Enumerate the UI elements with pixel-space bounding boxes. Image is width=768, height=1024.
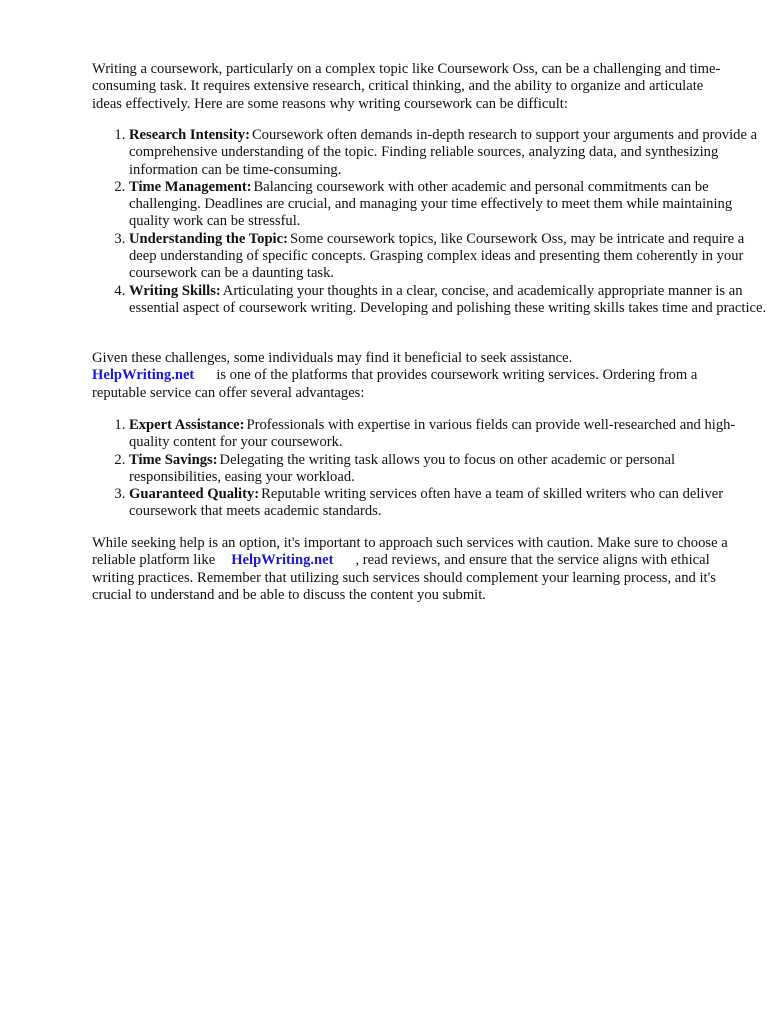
difficulties-list (92, 127, 768, 317)
list-item-term: Understanding the Topic: (129, 230, 288, 247)
closing-text-after: , read reviews, and ensure that the service aligns with ethical writing practices. Remember that utilizing such services should complement your learning process, and it's crucial to understand and be able to discuss the content you submit. (92, 552, 716, 603)
list-item-term: Guaranteed Quality: (129, 486, 260, 503)
list-item (129, 231, 768, 283)
list-item (129, 417, 768, 452)
list-item-term: Expert Assistance: (129, 417, 245, 433)
closing-text-before: While seeking help is an option, it's important to approach such services with caution. Make sure to choose a reliable platform like (92, 535, 728, 569)
list-item-term: Writing Skills: (129, 282, 221, 299)
list-item (129, 452, 768, 487)
list-item-text: Coursework often demands in-depth research to support your arguments and provide a comprehensive understanding of the topic. Finding reliable sources, analyzing data, and synthesizing information can be time-consuming. (129, 127, 758, 178)
list-item-term: Time Savings: (129, 451, 218, 468)
list-item-text: Articulating your thoughts in a clear, concise, and academically appropriate manner is an essential aspect of coursework writing. Developing and polishing these writing skills takes time and practice. (129, 282, 767, 316)
list-item (129, 283, 768, 318)
assistance-text-before: Given these challenges, some individuals may find it beneficial to seek assistance. (92, 350, 573, 366)
list-item-text: Professionals with expertise in various fields can provide well-researched and high-quality content for your coursework. (129, 417, 736, 451)
advantages-list (92, 417, 768, 521)
assistance-text-after: is one of the platforms that provides coursework writing services. Ordering from a reputable service can offer several advantages: (92, 367, 698, 401)
list-item-text: Balancing coursework with other academic and personal commitments can be challenging. Deadlines are crucial, and managing your time effectively to meet them while maintaining quality work can be stressful. (129, 178, 733, 230)
helpwriting-link[interactable]: HelpWriting.net (231, 552, 334, 569)
list-item (129, 486, 768, 521)
list-item-text: Reputable writing services often have a team of skilled writers who can deliver coursework that meets academic standards. (129, 486, 724, 520)
list-item-text: Delegating the writing task allows you to focus on other academic or personal responsibilities, easing your workload. (129, 451, 676, 485)
list-item-term: Time Management: (129, 178, 252, 195)
list-item (129, 127, 768, 179)
helpwriting-link[interactable]: HelpWriting.net (92, 367, 195, 384)
list-item (129, 179, 768, 231)
intro-paragraph: Writing a coursework, particularly on a complex topic like Coursework Oss, can be a challenging and time-consuming task. It requires extensive research, critical thinking, and the ability to organize and articulate ideas effectively. Here are some reasons why writing coursework can be difficult: (92, 61, 721, 112)
closing-paragraph (92, 535, 732, 604)
list-item-term: Research Intensity: (129, 127, 250, 143)
list-item-text: Some coursework topics, like Coursework Oss, may be intricate and require a deep understanding of specific concepts. Grasping complex ideas and presenting them coherently in your coursework can be a daunting task. (129, 230, 745, 282)
assistance-paragraph (92, 350, 732, 402)
